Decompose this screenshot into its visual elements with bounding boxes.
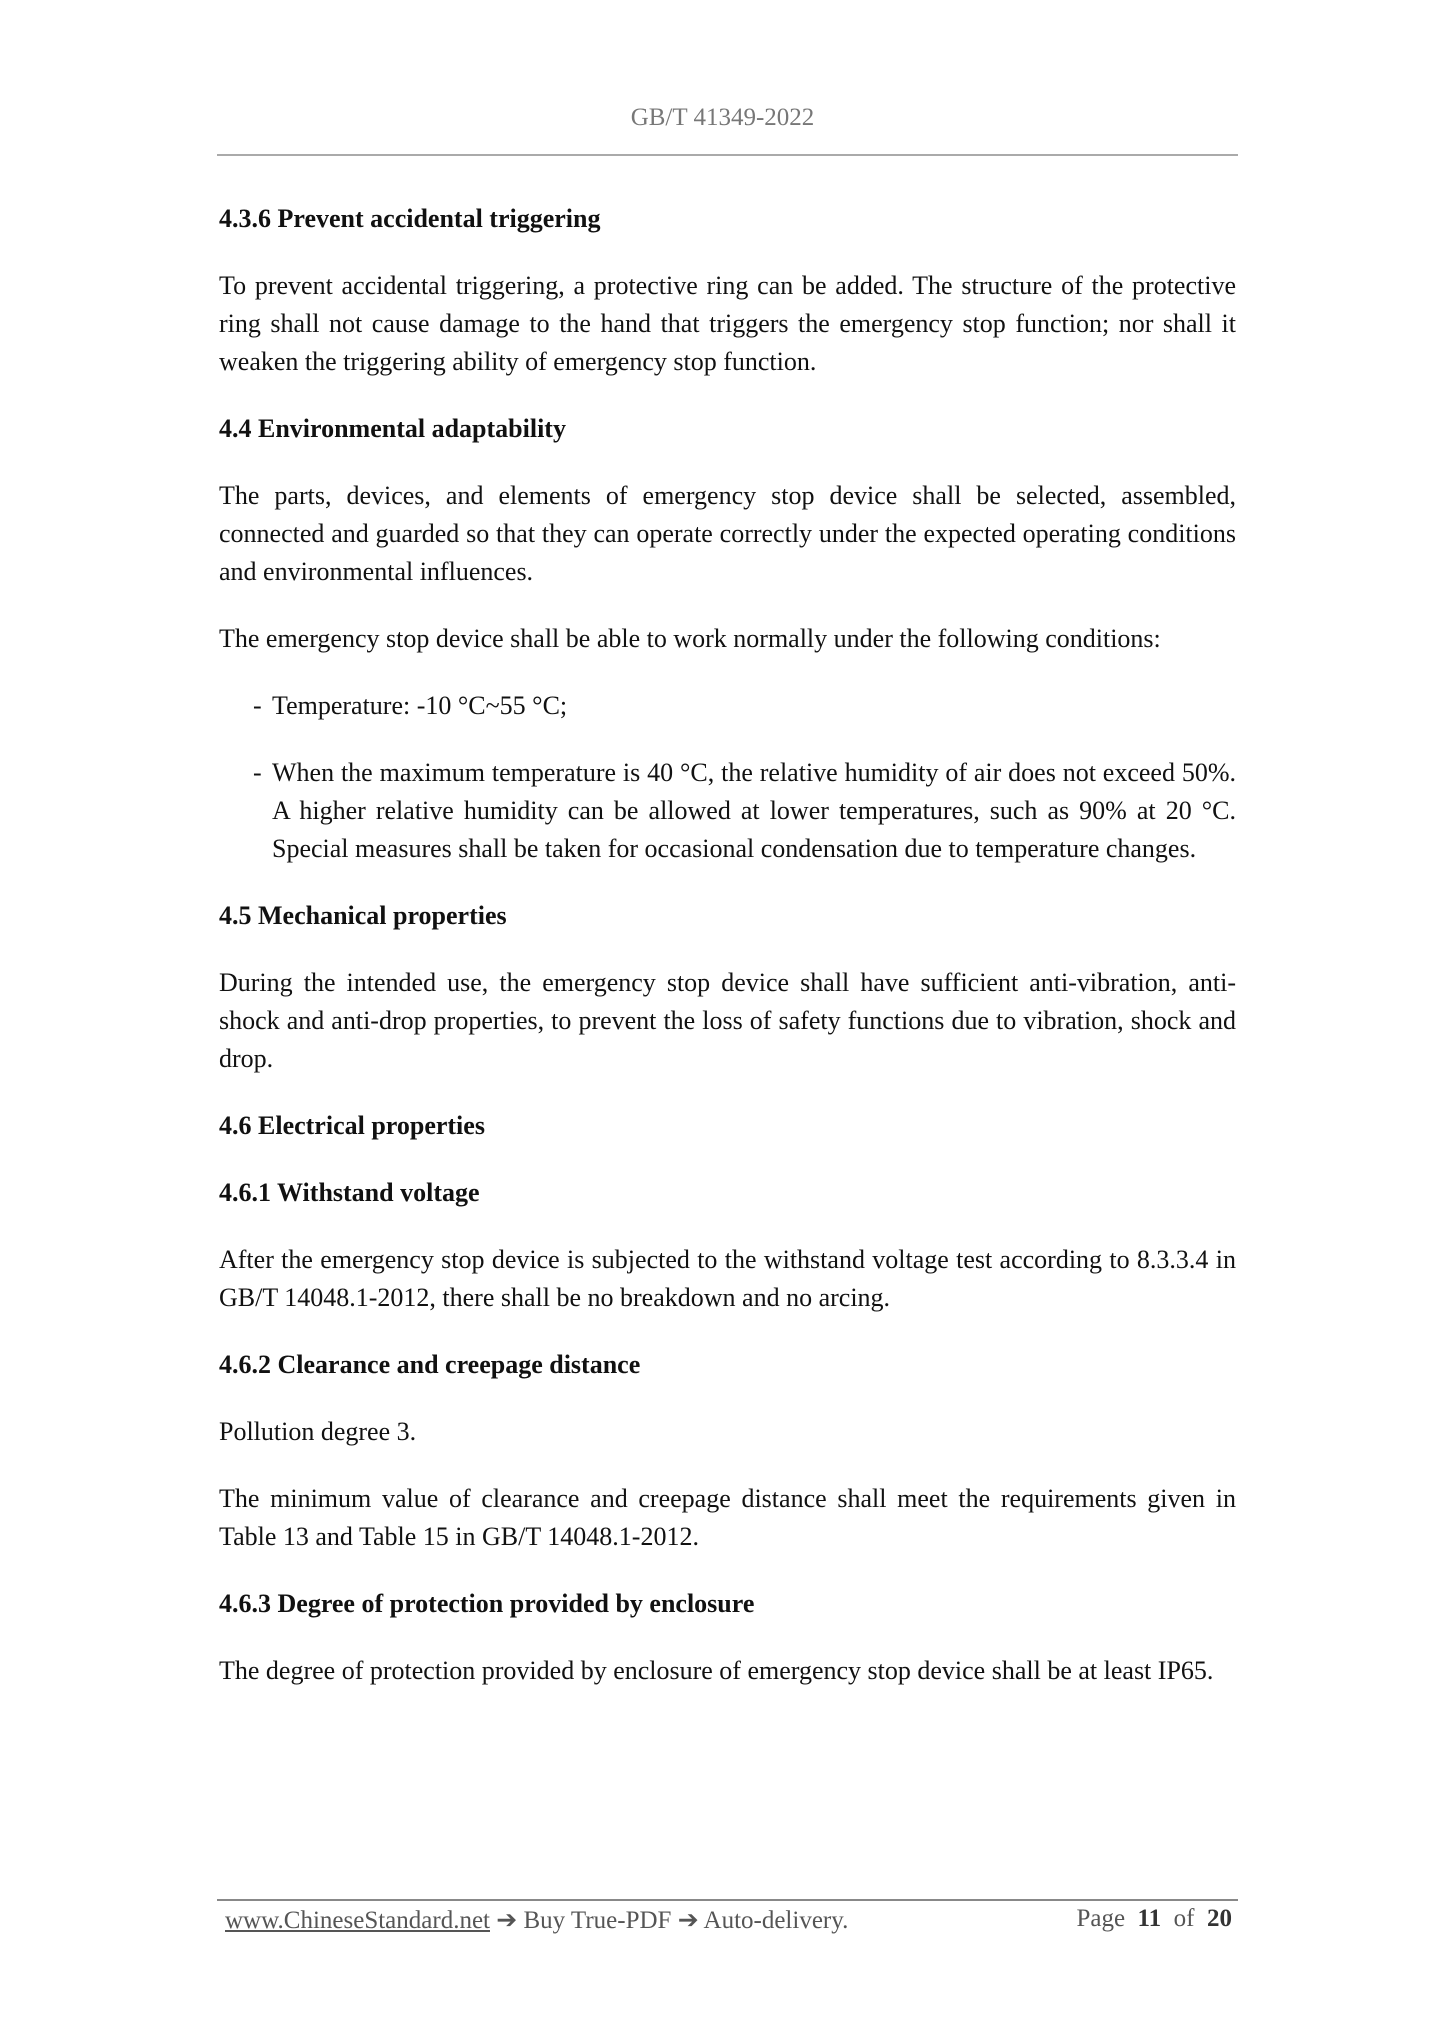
section-heading: 4.5 Mechanical properties <box>219 901 507 930</box>
paragraph: To prevent accidental triggering, a protective ring can be added. The structure of the protective ring shall not cause damage to the hand that triggers the emergency stop function; nor shall it weaken the triggering ability of emergency stop function. <box>219 271 1236 376</box>
footer-promo <box>225 1905 848 1935</box>
total-pages: 20 <box>1207 1905 1232 1932</box>
section-heading: 4.6.1 Withstand voltage <box>219 1178 480 1207</box>
paragraph: During the intended use, the emergency stop device shall have sufficient anti-vibration, anti-shock and anti-drop properties, to prevent the loss of safety functions due to vibration, shock and drop. <box>219 968 1236 1073</box>
bullet-dash: - <box>253 758 262 787</box>
list-item <box>253 687 1236 725</box>
paragraph: The parts, devices, and elements of emergency stop device shall be selected, assembled, connected and guarded so that they can operate correctly under the expected operating conditions and environmental influences. <box>219 481 1236 586</box>
buy-text: Buy True-PDF <box>523 1907 672 1934</box>
delivery-text: Auto-delivery. <box>703 1907 849 1934</box>
paragraph: The emergency stop device shall be able to work normally under the following conditions: <box>219 624 1161 653</box>
arrow-right-icon: ➔ <box>496 1907 518 1934</box>
website-link[interactable]: www.ChineseStandard.net <box>225 1907 490 1934</box>
current-page: 11 <box>1137 1905 1162 1932</box>
paragraph: After the emergency stop device is subjected to the withstand voltage test according to 8.3.3.4 in GB/T 14048.1-2012, there shall be no breakdown and no arcing. <box>219 1245 1236 1312</box>
page-number <box>1076 1905 1232 1935</box>
arrow-right-icon: ➔ <box>677 1907 699 1934</box>
paragraph: Pollution degree 3. <box>219 1417 417 1446</box>
header-divider <box>217 154 1238 156</box>
list-item-text: Temperature: -10 °C~55 °C; <box>272 691 568 720</box>
section-heading: 4.6.3 Degree of protection provided by enclosure <box>219 1589 755 1618</box>
section-heading: 4.4 Environmental adaptability <box>219 414 566 443</box>
footer-divider <box>217 1899 1238 1901</box>
paragraph: The minimum value of clearance and creepage distance shall meet the requirements given in Table 13 and Table 15 in GB/T 14048.1-2012. <box>219 1484 1236 1551</box>
page-label: Page <box>1076 1905 1126 1932</box>
list-item <box>253 754 1236 868</box>
document-header-id: GB/T 41349-2022 <box>630 104 815 131</box>
document-body <box>219 200 1236 1719</box>
bullet-dash: - <box>253 691 262 720</box>
section-heading: 4.3.6 Prevent accidental triggering <box>219 204 601 233</box>
section-heading: 4.6 Electrical properties <box>219 1111 485 1140</box>
section-heading: 4.6.2 Clearance and creepage distance <box>219 1350 641 1379</box>
page-footer <box>225 1905 1232 1935</box>
of-label: of <box>1173 1905 1195 1932</box>
list-item-text: When the maximum temperature is 40 °C, the relative humidity of air does not exceed 50%. A higher relative humidity can be allowed at lower temperatures, such as 90% at 20 °C. Special measures shall be taken for occasional condensation due to temperature changes. <box>272 758 1236 863</box>
paragraph: The degree of protection provided by enclosure of emergency stop device shall be at least IP65. <box>219 1656 1214 1685</box>
